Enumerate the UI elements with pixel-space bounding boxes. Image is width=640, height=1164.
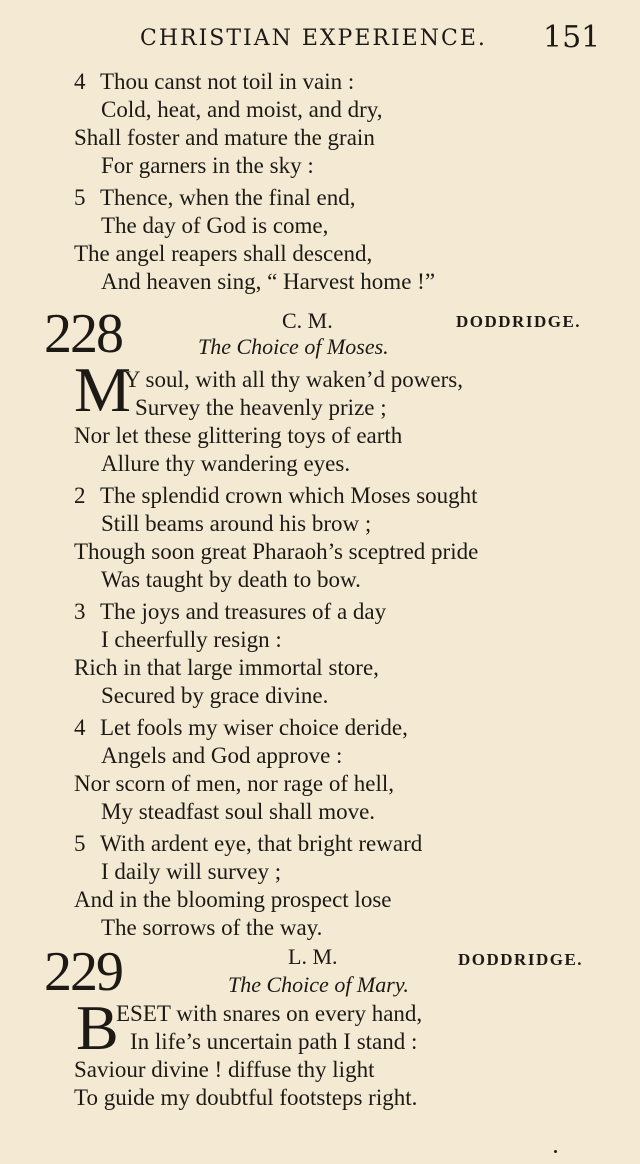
verse-line: 3 The joys and treasures of a day <box>74 599 387 624</box>
hymn-number: 228 <box>44 303 122 365</box>
verse-line: Survey the heavenly prize ; <box>135 395 387 420</box>
page-number: 151 <box>543 20 601 55</box>
verse-line: 4 Let fools my wiser choice deride, <box>74 715 408 740</box>
verse-line: The sorrows of the way. <box>101 915 323 940</box>
hymn-title: The Choice of Moses. <box>198 334 389 359</box>
hymn-author: DODDRIDGE. <box>458 950 584 969</box>
verse-line: 4 Thou canst not toil in vain : <box>74 69 355 94</box>
verse-number: 5 <box>74 831 86 856</box>
verse-number: 5 <box>74 185 86 210</box>
verse-line: 5 Thence, when the final end, <box>74 185 356 210</box>
hymn-number: 229 <box>44 941 122 1003</box>
running-title: CHRISTIAN EXPERIENCE. <box>140 26 487 51</box>
verse-line: For garners in the sky : <box>101 153 314 178</box>
verse-number: 4 <box>74 69 86 94</box>
verse-line: Was taught by death to bow. <box>101 567 361 592</box>
verse-number: 3 <box>74 599 86 624</box>
verse-number: 4 <box>74 715 86 740</box>
hymn-title: The Choice of Mary. <box>228 972 409 997</box>
drop-cap: M <box>74 354 131 425</box>
verse-line: Nor scorn of men, nor rage of hell, <box>74 771 394 796</box>
verse-line: Saviour divine ! diffuse thy light <box>74 1057 375 1082</box>
verse-line: Rich in that large immortal store, <box>74 655 379 680</box>
ink-speck <box>554 1150 557 1153</box>
drop-cap: B <box>76 992 119 1063</box>
hymn-meter: C. M. <box>282 308 333 333</box>
verse-line: And heaven sing, “ Harvest home !” <box>101 269 436 294</box>
verse-line: 5 With ardent eye, that bright reward <box>74 831 423 856</box>
verse-line: ESET with snares on every hand, <box>116 1001 423 1026</box>
verse-line: The angel reapers shall descend, <box>74 241 373 266</box>
verse-line: In life’s uncertain path I stand : <box>130 1029 418 1054</box>
verse-line: Secured by grace divine. <box>101 683 329 708</box>
verse-line: Y soul, with all thy waken’d powers, <box>124 367 463 392</box>
verse-line: Shall foster and mature the grain <box>74 125 375 150</box>
verse-line: Cold, heat, and moist, and dry, <box>101 97 383 122</box>
verse-line: Still beams around his brow ; <box>101 511 372 536</box>
verse-line: 2 The splendid crown which Moses sought <box>74 483 478 508</box>
verse-line: Though soon great Pharaoh’s sceptred pride <box>74 539 479 564</box>
verse-line: And in the blooming prospect lose <box>74 887 392 912</box>
hymn-author: DODDRIDGE. <box>456 312 582 331</box>
verse-line: Allure thy wandering eyes. <box>101 451 351 476</box>
verse-line: The day of God is come, <box>101 213 329 238</box>
verse-line: Angels and God approve : <box>101 743 343 768</box>
verse-line: I cheerfully resign : <box>101 627 282 652</box>
hymn-meter: L. M. <box>288 944 338 969</box>
verse-number: 2 <box>74 483 86 508</box>
verse-line: Nor let these glittering toys of earth <box>74 423 403 448</box>
verse-line: To guide my doubtful footsteps right. <box>74 1085 418 1110</box>
verse-line: My steadfast soul shall move. <box>101 799 376 824</box>
verse-line: I daily will survey ; <box>101 859 282 884</box>
